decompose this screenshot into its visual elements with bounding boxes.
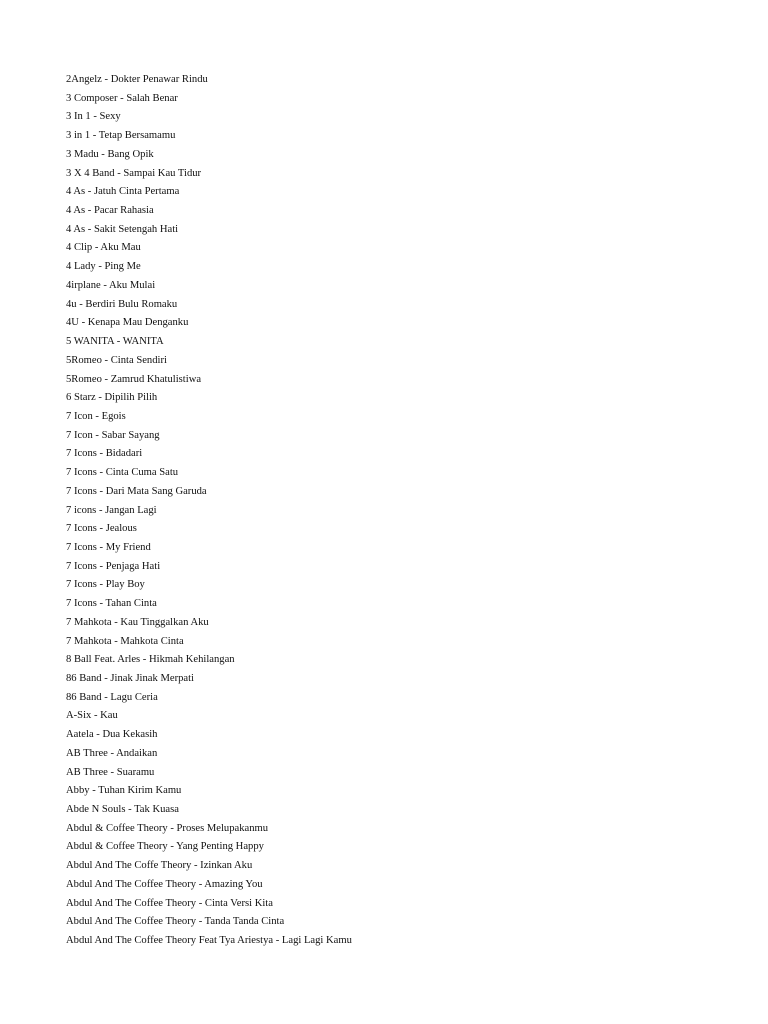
song-entry: AB Three - Suaramu: [66, 766, 155, 778]
song-entry: 8 Ball Feat. Arles - Hikmah Kehilangan: [66, 654, 235, 666]
song-entry: Abdul & Coffee Theory - Proses Melupakanmu: [66, 822, 269, 834]
song-entry: 4 Clip - Aku Mau: [66, 242, 141, 254]
song-entry: 3 Madu - Bang Opik: [66, 148, 154, 160]
song-entry: 4 As - Jatuh Cinta Pertama: [66, 186, 180, 198]
song-entry: 7 Icons - Penjaga Hati: [66, 560, 161, 572]
song-entry: 7 Icons - Bidadari: [66, 448, 143, 460]
song-entry: Abdul And The Coffee Theory - Cinta Versi Kita: [66, 897, 273, 909]
song-entry: 7 Mahkota - Kau Tinggalkan Aku: [66, 616, 209, 628]
song-entry: 6 Starz - Dipilih Pilih: [66, 392, 158, 404]
song-entry: Abdul And The Coffee Theory - Tanda Tanda Cinta: [66, 916, 285, 928]
song-entry: Abdul & Coffee Theory - Yang Penting Happy: [66, 841, 264, 853]
song-entry: 4 As - Pacar Rahasia: [66, 205, 154, 217]
song-entry: 86 Band - Lagu Ceria: [66, 691, 158, 703]
song-entry: 3 Composer - Salah Benar: [66, 92, 178, 104]
song-entry: 3 in 1 - Tetap Bersamamu: [66, 130, 176, 142]
song-entry: Abdul And The Coffe Theory - Izinkan Aku: [66, 860, 253, 872]
song-entry: 2Angelz - Dokter Penawar Rindu: [66, 74, 208, 85]
song-entry: 5Romeo - Zamrud Khatulistiwa: [66, 373, 202, 385]
song-entry: 7 Icons - Cinta Cuma Satu: [66, 467, 179, 479]
song-entry: 7 Icon - Sabar Sayang: [66, 429, 160, 441]
song-entry: 4u - Berdiri Bulu Romaku: [66, 298, 178, 310]
song-entry: Abdul And The Coffee Theory - Amazing You: [66, 878, 263, 890]
song-entry: 7 Icons - Tahan Cinta: [66, 598, 157, 610]
song-entry: 7 Icons - Play Boy: [66, 579, 145, 591]
song-entry: 7 Icons - My Friend: [66, 541, 151, 553]
song-entry: 7 Icons - Jealous: [66, 523, 137, 535]
song-entry: Aatela - Dua Kekasih: [66, 729, 158, 741]
song-entry: 3 In 1 - Sexy: [66, 111, 121, 123]
song-list: [66, 71, 746, 951]
song-entry: AB Three - Andaikan: [66, 747, 158, 759]
song-entry: 4U - Kenapa Mau Denganku: [66, 317, 189, 329]
song-entry: 7 icons - Jangan Lagi: [66, 504, 157, 516]
song-entry: 5 WANITA - WANITA: [66, 336, 164, 348]
song-entry: 7 Mahkota - Mahkota Cinta: [66, 635, 184, 647]
song-entry: Abde N Souls - Tak Kuasa: [66, 804, 179, 816]
song-entry: 4 As - Sakit Setengah Hati: [66, 223, 179, 235]
song-entry: 7 Icons - Dari Mata Sang Garuda: [66, 485, 207, 497]
song-entry: 7 Icon - Egois: [66, 410, 126, 422]
song-entry: 4 Lady - Ping Me: [66, 261, 141, 273]
song-entry: Abdul And The Coffee Theory Feat Tya Ariestya - Lagi Lagi Kamu: [66, 935, 352, 947]
song-entry: 3 X 4 Band - Sampai Kau Tidur: [66, 167, 202, 179]
song-entry: 5Romeo - Cinta Sendiri: [66, 354, 167, 366]
song-entry: 4irplane - Aku Mulai: [66, 279, 156, 291]
song-entry: Abby - Tuhan Kirim Kamu: [66, 785, 182, 797]
song-entry: 86 Band - Jinak Jinak Merpati: [66, 673, 194, 684]
song-entry: A-Six - Kau: [66, 710, 118, 722]
